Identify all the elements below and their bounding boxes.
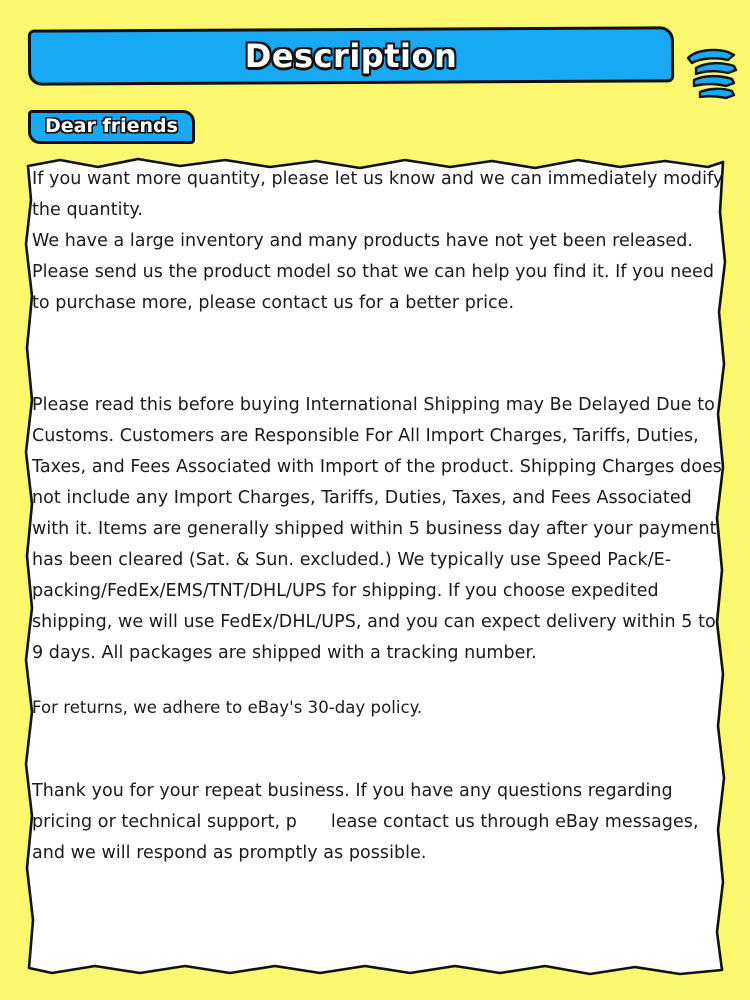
contact-text-part-2: lease contact us through eBay messages, and we will respond as promptly as possible. — [32, 812, 699, 863]
tag-dear-friends-label: Dear friends — [45, 115, 178, 137]
shipping-paragraph-1: Please read this before buying International Shipping may Be Delayed Due to Customs. Customers are Responsible For All Import Charges, Tariffs, Duties, Taxes, and Fees Associated with Import of the product. Shipping Charges does not include any Import Charges, Tariffs, Duties, Taxes, and Fees Associated with it. Items are generally shipped within 5 business day after your payment has been cleared (Sat. & Sun. excluded.) We typically use Speed Pack/E-packing/FedEx/EMS/TNT/DHL/UPS for shipping. If you choose expedited shipping, we will use FedEx/DHL/UPS, and you can expect delivery within 5 to 9 days. All packages are shipped with a tracking number. — [32, 395, 722, 663]
returns-note-text: For returns, we adhere to eBay's 30-day policy. — [32, 698, 423, 717]
intro-paragraph-2: We have a large inventory and many products have not yet been released. Please send us the product model so that we can help you find it. If you need to purchase more, please contact us for a better price. — [32, 231, 715, 313]
shipping-paragraph — [32, 390, 726, 669]
intro-paragraph-1: If you want more quantity, please let us know and we can immediately modify the quantity. — [32, 169, 724, 220]
content-panel — [20, 152, 732, 980]
description-header — [28, 28, 674, 84]
tag-dear-friends — [28, 110, 195, 144]
page-title: Description — [244, 37, 458, 75]
contact-paragraph — [32, 776, 726, 869]
contact-text-part-1: Thank you for your repeat business. If you have any questions regarding pricing or technical support, p — [32, 781, 673, 832]
returns-note — [32, 692, 726, 723]
intro-paragraphs — [32, 164, 726, 319]
pointing-hand-icon — [684, 42, 740, 104]
contact-paragraph-text — [32, 776, 726, 869]
